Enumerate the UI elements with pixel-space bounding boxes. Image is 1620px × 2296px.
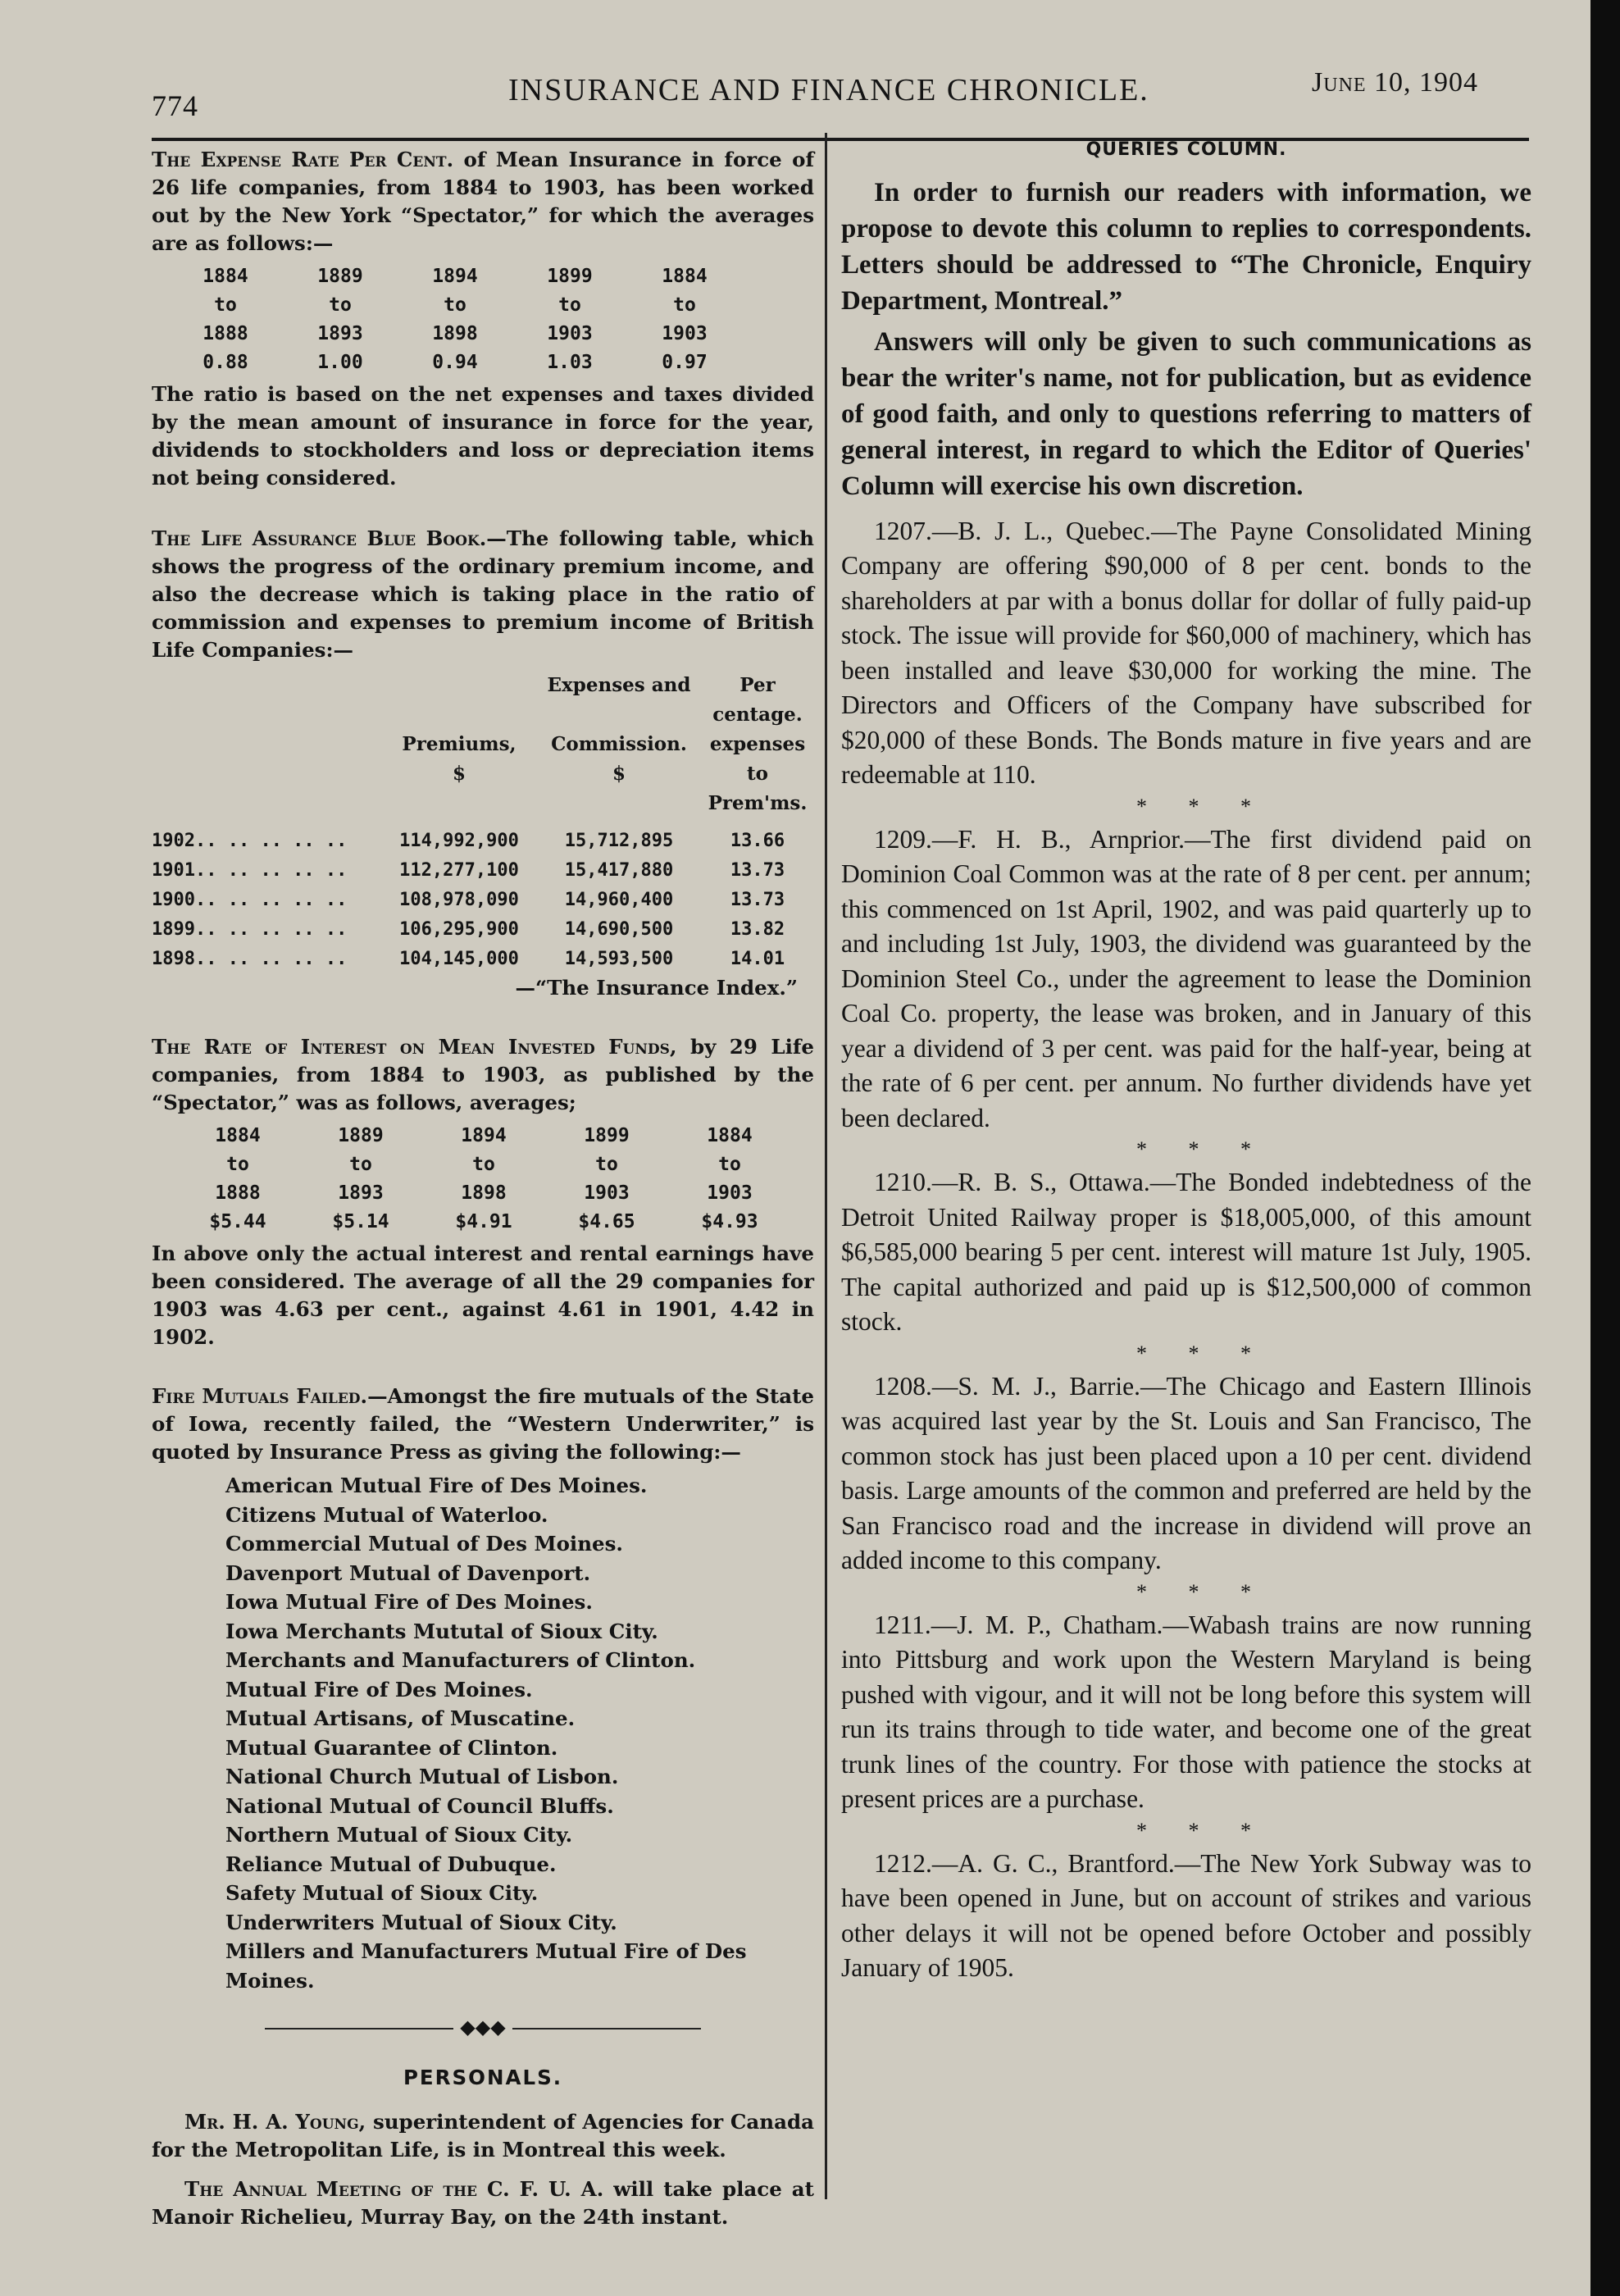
blue-book-commission-cell: 14,960,400 — [564, 890, 674, 910]
list-item: Mutual Artisans, of Muscatine. — [225, 1706, 576, 1730]
expense-table-cell: 1888 — [202, 323, 248, 344]
personals-section — [152, 2064, 814, 2231]
list-item: Iowa Merchants Mututal of Sioux City. — [225, 1619, 658, 1643]
interest-table-cell: $4.93 — [701, 1211, 758, 1232]
list-item: Mutual Guarantee of Clinton. — [225, 1735, 558, 1760]
section-stars: * * * — [1136, 1341, 1269, 1365]
table-row — [152, 886, 814, 915]
expense-table-cell: 1899 — [547, 266, 593, 287]
query-entry: 1209.—F. H. B., Arnprior.—The first dividend paid on Dominion Coal Common was at the rate of 8 per cent. per annum; this commenced on 1st April, 1902, and was paid quarterly up to and including 1st July, 1903, the dividend was guaranteed by the Dominion Steel Co., under the agreement to lease the Dominion Coal Co. property, the lease was broken, and in January of this year a dividend of 3 per cent. was paid for the half-year, being at the rate of 6 per cent. per annum. No further dividends have yet been declared. — [841, 824, 1531, 1132]
expense-table-cell: 1898 — [432, 323, 478, 344]
blue-book-pct-cell: 13.73 — [730, 890, 785, 910]
list-item: American Mutual Fire of Des Moines. — [225, 1474, 648, 1497]
blue-book-pct-cell: 14.01 — [730, 949, 785, 969]
fire-mutuals-article — [152, 1383, 814, 1995]
expense-table-cell: 1894 — [432, 266, 478, 287]
blue-book-lead: The Life Assurance Blue Book. — [152, 526, 487, 550]
blue-book-text: —The following table, which shows the progress of the ordinary premium income, and also the decrease which is taking place in the ratio of commission and expenses to premium income of British Life Companies:— — [152, 526, 814, 662]
interest-text: by 29 Life companies, from 1884 to 1903, as published by the “Spectator,” was as follows, averages; — [152, 1035, 815, 1114]
publication-title: INSURANCE AND FINANCE CHRONICLE. — [508, 73, 1149, 107]
interest-table-cell: 1903 — [584, 1182, 630, 1204]
expense-table-cell: to — [329, 294, 352, 316]
blue-book-year-cell: 1898.. .. .. .. .. — [152, 949, 348, 969]
interest-table-cell: 1884 — [707, 1125, 753, 1146]
expense-table-cell: 0.94 — [432, 352, 478, 373]
interest-table-cell: $4.91 — [455, 1211, 512, 1232]
personals-item-1: Mr. H. A. Young, superintendent of Agencies for Canada for the Metropolitan Life, is in Montreal this week. — [152, 2110, 814, 2162]
blue-book-year-cell: 1902.. .. .. .. .. — [152, 831, 348, 851]
blue-book-commission-cell: 14,690,500 — [564, 919, 674, 940]
header-dollar-2: $ — [612, 763, 626, 785]
interest-lead: The Rate of Interest on Mean Invested Funds, — [152, 1035, 677, 1059]
header-premiums: Premiums, — [402, 733, 516, 755]
section-ornament: ◆◆◆ — [152, 2013, 814, 2041]
expense-table-cell: 1884 — [662, 266, 708, 287]
list-item: Reliance Mutual of Dubuque. — [225, 1852, 557, 1876]
blue-book-rows — [152, 827, 814, 974]
personals-heading: PERSONALS. — [403, 2066, 563, 2089]
query-entry: 1212.—A. G. C., Brantford.—The New York Subway was to have been opened in June, but on account of strikes and various other delays it will not be opened before October and possibly January of 1905. — [841, 1848, 1531, 1982]
blue-book-header-2 — [152, 730, 814, 759]
queries-intro-2: Answers will only be given to such communications as bear the writer's name, not for publication, but as evidence of good faith, and only to questions referring to matters of general interest, in regard to which the Editor of Queries' Column will exercise his own discretion. — [841, 326, 1531, 501]
issue-date: June 10, 1904 — [1312, 67, 1479, 98]
expense-rate-table — [168, 262, 814, 377]
expense-rate-paragraph — [152, 146, 814, 257]
interest-table-cell: to — [595, 1154, 618, 1175]
list-item: Merchants and Manufacturers of Clinton. — [225, 1648, 696, 1672]
interest-table-cell: 1888 — [215, 1182, 261, 1204]
interest-article — [152, 1033, 814, 1351]
query-entry: 1207.—B. J. L., Quebec.—The Payne Consolidated Mining Company are offering $90,000 of 8 per cent. bonds to the shareholders at par with a bonus dollar for dollar of fully paid-up stock. The issue will provide for $60,000 of machinery, which has been installed and leave $30,000 for working the mine. The Directors and Officers of the Company have subscribed for $20,000 of these Bonds. The Bonds mature in five years and are redeemable at 110. — [841, 516, 1531, 789]
book-binding-edge — [1590, 0, 1620, 2296]
list-item: Mutual Fire of Des Moines. — [225, 1677, 533, 1702]
expense-rate-article — [152, 146, 814, 492]
right-column — [841, 133, 1531, 1986]
queries-intro-1: In order to furnish our readers with information, we propose to devote this column to replies to correspondents. Letters should be addressed to “The Chronicle, Enquiry Department, Montreal.” — [841, 177, 1531, 316]
list-item: National Mutual of Council Bluffs. — [225, 1793, 614, 1818]
fire-mutuals-lead: Fire Mutuals Failed. — [152, 1384, 368, 1408]
blue-book-commission-cell: 14,593,500 — [564, 949, 674, 969]
blue-book-premiums-cell: 112,277,100 — [399, 860, 519, 881]
blue-book-premiums-cell: 114,992,900 — [399, 831, 519, 851]
list-item: Davenport Mutual of Davenport. — [225, 1560, 591, 1585]
interest-table-cell: $4.65 — [578, 1211, 635, 1232]
table-row — [152, 856, 814, 886]
blue-book-article — [152, 525, 814, 1002]
fire-mutuals-text: —Amongst the fire mutuals of the State of Iowa, recently failed, the “Western Underwriter,” is quoted by Insurance Press as giving the following:— — [152, 1384, 814, 1464]
expense-table-cell: 1903 — [662, 323, 708, 344]
expense-table-cell: 0.97 — [662, 352, 708, 373]
failed-mutuals-list — [225, 1471, 814, 1995]
expense-rate-text: of Mean Insurance in force of 26 life companies, from 1884 to 1903, has been worked out by the New York “Spectator,” for which the averages are as follows:— — [152, 148, 814, 255]
expense-table-cell: to — [673, 294, 696, 316]
list-item: Citizens Mutual of Waterloo. — [225, 1502, 548, 1527]
blue-book-header-3 — [152, 759, 814, 818]
fire-mutuals-paragraph — [152, 1383, 814, 1466]
expense-table-cell: 1889 — [317, 266, 363, 287]
query-entry: 1211.—J. M. P., Chatham.—Wabash trains are now running into Pittsburg and work upon the Western Maryland is being pushed with vigour, and it will not be long before this system will run its trains through to tide water, and become one of the great trunk lines of the country. For those with patience the stocks at present prices are a purchase. — [841, 1610, 1531, 1813]
blue-book-paragraph — [152, 525, 814, 664]
blue-book-pct-cell: 13.73 — [730, 860, 785, 881]
blue-book-premiums-cell: 108,978,090 — [399, 890, 519, 910]
blue-book-year-cell: 1900.. .. .. .. .. — [152, 890, 348, 910]
expense-table-cell: to — [214, 294, 237, 316]
expense-rate-note: The ratio is based on the net expenses and taxes divided by the mean amount of insurance in force for the year, dividends to stockholders and loss or depreciation items not being considered. — [152, 382, 814, 490]
table-row — [152, 945, 814, 974]
expense-table-cell: to — [444, 294, 466, 316]
personals-item-2: The Annual Meeting of the C. F. U. A. will take place at Manoir Richelieu, Murray Bay, on the 24th instant. — [152, 2177, 814, 2229]
query-entry: 1208.—S. M. J., Barrie.—The Chicago and Eastern Illinois was acquired last year by the St. Louis and San Francisco, The common stock has just been placed upon a 10 per cent. dividend basis. Large amounts of the common and preferred are held by the San Francisco road and the increase in dividend will prove an added income to this company. — [841, 1371, 1531, 1574]
interest-table — [176, 1122, 814, 1237]
interest-table-cell: 1894 — [461, 1125, 507, 1146]
list-item: Millers and Manufacturers Mutual Fire of Des Moines. — [225, 1939, 747, 1993]
interest-note: In above only the actual interest and rental earnings have been considered. The average of all the 29 companies for 1903 was 4.63 per cent., against 4.61 in 1901, 4.42 in 1902. — [152, 1241, 814, 1349]
interest-table-cell: 1889 — [338, 1125, 384, 1146]
list-item: Northern Mutual of Sioux City. — [225, 1823, 573, 1847]
interest-table-cell: to — [349, 1154, 372, 1175]
section-stars: * * * — [1136, 1137, 1269, 1161]
blue-book-premiums-cell: 106,295,900 — [399, 919, 519, 940]
column-divider — [825, 133, 827, 2199]
expense-table-cell: to — [558, 294, 581, 316]
expense-table-cell: 1884 — [202, 266, 248, 287]
interest-table-cell: $5.44 — [209, 1211, 266, 1232]
queries-heading: QUERIES COLUMN. — [1085, 139, 1287, 160]
header-expenses-2: expenses — [709, 733, 806, 755]
list-item: Safety Mutual of Sioux City. — [225, 1881, 539, 1905]
expense-table-cell: 1893 — [317, 323, 363, 344]
interest-table-cell: 1898 — [461, 1182, 507, 1204]
blue-book-source: —“The Insurance Index.” — [515, 976, 798, 1000]
section-stars: * * * — [1136, 794, 1269, 818]
queries-entries — [841, 514, 1531, 1986]
interest-table-cell: to — [226, 1154, 249, 1175]
interest-table-cell: 1903 — [707, 1182, 753, 1204]
expense-table-cell: 1.03 — [547, 352, 593, 373]
expense-rate-lead: The Expense Rate Per Cent. — [152, 148, 454, 171]
list-item: Commercial Mutual of Des Moines. — [225, 1532, 623, 1556]
header-expenses: Expenses and — [547, 674, 691, 696]
expense-table-cell: 1.00 — [317, 352, 363, 373]
list-item: Iowa Mutual Fire of Des Moines. — [225, 1590, 593, 1614]
header-prem: to Prem'ms. — [708, 763, 808, 814]
list-item: Underwriters Mutual of Sioux City. — [225, 1910, 617, 1934]
blue-book-premiums-cell: 104,145,000 — [399, 949, 519, 969]
table-row — [152, 915, 814, 945]
interest-table-cell: 1899 — [584, 1125, 630, 1146]
header-percentage: Per centage. — [712, 674, 803, 726]
section-stars: * * * — [1136, 1579, 1269, 1604]
query-entry: 1210.—R. B. S., Ottawa.—The Bonded indebtedness of the Detroit United Railway proper is $18,005,000, of this amount $6,585,000 bearing 5 per cent. interest will mature 1st July, 1905. The capital authorized and paid up is $12,500,000 of common stock. — [841, 1168, 1531, 1336]
interest-table-cell: 1893 — [338, 1182, 384, 1204]
interest-paragraph — [152, 1033, 814, 1117]
header-dollar-1: $ — [452, 763, 466, 785]
blue-book-pct-cell: 13.66 — [730, 831, 785, 851]
table-row — [152, 827, 814, 856]
blue-book-commission-cell: 15,712,895 — [564, 831, 674, 851]
interest-table-cell: to — [718, 1154, 741, 1175]
blue-book-year-cell: 1899.. .. .. .. .. — [152, 919, 348, 940]
header-commission: Commission. — [551, 733, 687, 755]
list-item: National Church Mutual of Lisbon. — [225, 1765, 619, 1788]
expense-table-cell: 1903 — [547, 323, 593, 344]
section-stars: * * * — [1136, 1818, 1269, 1843]
left-column — [152, 146, 814, 2231]
blue-book-table — [152, 671, 814, 974]
blue-book-commission-cell: 15,417,880 — [564, 860, 674, 881]
page-number: 774 — [152, 89, 198, 122]
interest-table-cell: to — [472, 1154, 495, 1175]
blue-book-year-cell: 1901.. .. .. .. .. — [152, 860, 348, 881]
interest-table-cell: $5.14 — [332, 1211, 389, 1232]
expense-table-cell: 0.88 — [202, 352, 248, 373]
blue-book-pct-cell: 13.82 — [730, 919, 785, 940]
interest-table-cell: 1884 — [215, 1125, 261, 1146]
blue-book-header-1 — [152, 671, 814, 730]
